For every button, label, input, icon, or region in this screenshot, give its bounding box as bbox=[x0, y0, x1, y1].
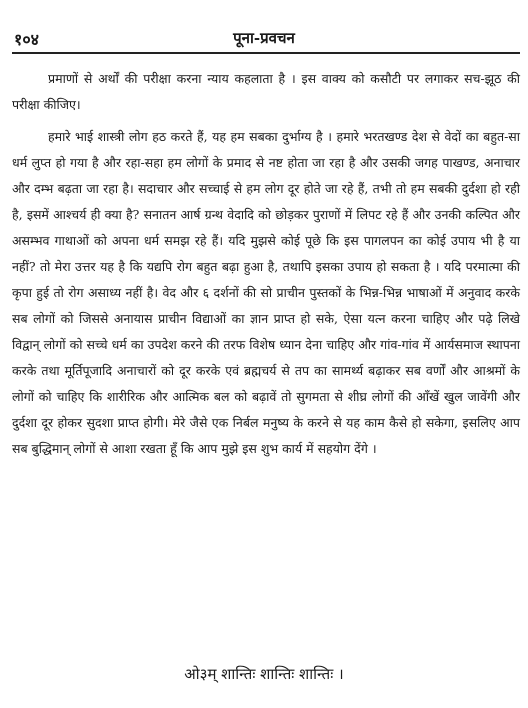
header-rule bbox=[12, 52, 520, 54]
closing-invocation: ओ३म् शान्तिः शान्तिः शान्तिः । bbox=[184, 665, 344, 683]
page-header bbox=[0, 28, 528, 52]
page-body bbox=[12, 66, 520, 462]
running-title: पूना-प्रवचन bbox=[233, 29, 295, 47]
page-number: १०४ bbox=[14, 30, 39, 49]
paragraph: प्रमाणों से अर्थों की परीक्षा करना न्याय कहलाता है । इस वाक्य को कसौटी पर लगाकर सच-झूठ की परीक्षा कीजिए। bbox=[12, 71, 520, 112]
paragraph: हमारे भाई शास्त्री लोग हठ करते हैं, यह हम सबका दुर्भाग्य है । हमारे भरतखण्ड देश से वेदों का बहुत-सा धर्म लुप्त हो गया है और रहा-सहा हम लोगों के प्रमाद से नष्ट होता जा रहा है और उसकी जगह पाखण्ड, अनाचार और दम्भ बढ़ता जा रहा है। सदाचार और सच्चाई से हम लोग दूर होते जा रहे हैं, तभी तो हम सबकी दुर्दशा हो रही है, इसमें आश्चर्य ही क्या है? सनातन आर्ष ग्रन्थ वेदादि को छोड़कर पुराणों में लिपट रहे हैं और उनकी कल्पित और असम्भव गाथाओं को अपना धर्म समझ रहे हैं। यदि मुझसे कोई पूछे कि इस पागलपन का कोई उपाय भी है या नहीं? तो मेरा उत्तर यह है कि यद्यपि रोग बहुत बढ़ा हुआ है, तथापि इसका उपाय हो सकता है । यदि परमात्मा की कृपा हुई तो रोग असाध्य नहीं है। वेद और ६ दर्शनों की सो प्राचीन पुस्तकों के भिन्न-भिन्न भाषाओं में अनुवाद करके सब लोगों को जिससे अनायास प्राचीन विद्याओं का ज्ञान प्राप्त हो सके, ऐसा यत्न करना चाहिए और पढ़े लिखे विद्वान् लोगों को सच्चे धर्म का उपदेश करने की तरफ विशेष ध्यान देना चाहिए और गांव-गांव में आर्यसमाज स्थापना करके तथा मूर्तिपूजादि अनाचारों को दूर करके एवं ब्रह्मचर्य से तप का सामर्थ्य बढ़ाकर सब वर्णों और आश्रमों के लोगों को चाहिए कि शारीरिक और आत्मिक बल को बढ़ावें तो सुगमता से शीघ्र लोगों की आँखें खुल जावेंगी और दुर्दशा दूर होकर सुदशा प्राप्त होगी। मेरे जैसे एक निर्बल मनुष्य के करने से यह काम कैसे हो सकेगा, इसलिए आप सब बुद्धिमान् लोगों से आशा रखता हूँ कि आप मुझे इस शुभ कार्य में सहयोग देंगे । bbox=[12, 129, 520, 456]
